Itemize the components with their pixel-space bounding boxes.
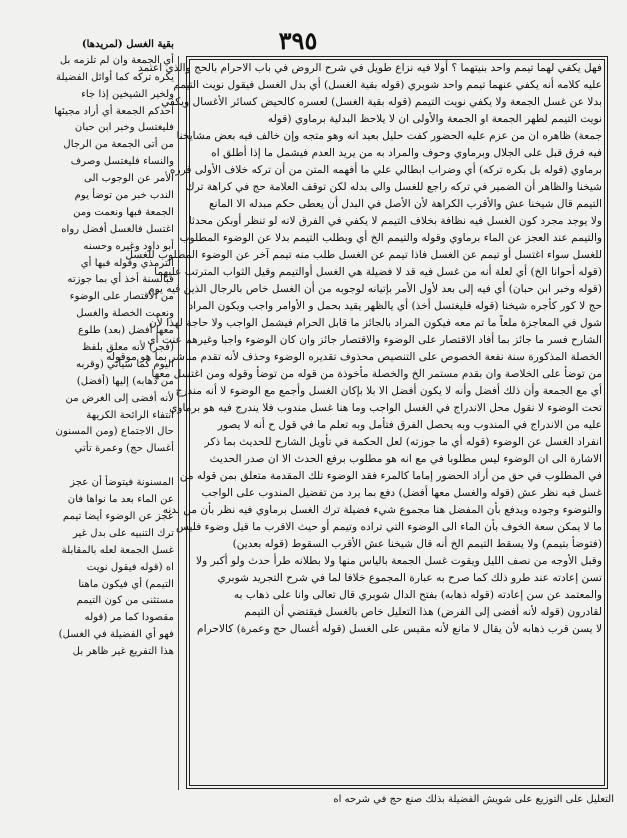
margin-text-line: أبو داود وغيره وحسنه	[83, 240, 174, 252]
main-text-line: والتيمم عند العجز عن الماء برماوي وقوله والتيمم الخ أي وبطلب التيمم بدلا عن الوضوء المطلوب	[179, 232, 602, 244]
main-text-line: بدلا عن غسل الجمعة ولا يكفي نويت التيمم (قوله بقية الغسل) لعسره كالحيض كسائر الأغسال ويكفي	[161, 96, 602, 108]
main-text-line: برماوي (قوله بل بكره تركه) أي وضراب ابطالي علي ما أفهمه المتن من أن تركه خلاف الأولى قرره	[169, 164, 602, 176]
margin-text-line: معها أفضل (بعد) طلوع	[77, 325, 174, 337]
main-text-line: من توضأ على الخلاصة وان بقدم مستمر الخ والخصلة مأخوذة من قوله من توضأ وقوله ومن اغتسل معها	[151, 368, 602, 380]
margin-text-line: من ذهابه) إليها (أفضل)	[76, 375, 174, 387]
margin-text-line: ونعمت الخصلة والغسل	[76, 308, 174, 320]
main-text-line: شول في المعاجزة ملعاً ما تم معه فيكون المراد بالجائز ما قابل الحرام فيشمل الواجب ولا حاجة لهذا لأن	[149, 317, 602, 329]
margin-text-line: من أتى الجمعة من الرجال	[63, 139, 174, 151]
main-text-line: لا يسن قرب ذهابه لأن يقال لا مانع لأنه مقيس على الغسل (قوله أغسال حج وعمرة) كالاحرام	[197, 623, 602, 635]
main-text-line: (فتوضأ بتيمم) ولا يسقط التيمم الخ أنه قال شيخنا عش الأقرب السقوط (قوله بعدين)	[232, 538, 602, 550]
margin-text-line: اه (قوله فيقول نويت	[86, 561, 174, 573]
margin-text-line: عجز عن الوضوء أيضا تيمم	[62, 510, 174, 522]
margin-text-line: الأمر عن الوجوب الى	[83, 173, 174, 185]
main-text-line: لقادرون (قوله لأنه أفضى إلى الفرض) هذا التعليل خاص بالغسل فيقتضي أن التيمم	[244, 606, 602, 618]
main-text-line: حج لا كور كأجره شيخنا (قوله فليغتسل أخذ) أي يالظهر يقيد بحمل و الأوامر واجب ويكون المراد	[188, 300, 602, 312]
main-text-line: وقبل الأوجه من نصف الليل ويقوت غسل الجمعة بالياس منها ولا بطلانه طرأ حدث ولو أكبر ولا	[196, 555, 602, 567]
footer-line: التعليل على التوزيع على شويش الفضيلة بذلك صنع حج في شرحه اه	[333, 794, 614, 805]
margin-text-line: ولخير الشيخين إذا جاء	[81, 88, 174, 100]
main-text-line: نويت التيمم لطهر الجمعة او الجمعة والأولى ان لا يلاحظ البدلية برماوي (قوله	[267, 113, 602, 125]
margin-text-line: اليوم كما سيأتي (وقربه	[76, 358, 174, 370]
margin-text-line: لأنه أفضى إلى الغرض من	[65, 392, 174, 404]
main-text-line: في المطلوب في حق من أراد الحضور إماما كالمرء فقد الوضوء تلك المقدمة متعلق بمن قوله من	[179, 470, 602, 482]
margin-text-line: هذا التفريع غير ظاهر بل	[72, 646, 174, 658]
main-text-line: (قوله وخبر ابن حبان) أي فيه إلى بعد لأول الأمر بإتيانه لوجوبه من أن الغسل خاص بالرجال الذين فيه يوم	[148, 283, 602, 295]
margin-text-line: أغسال حج) وعمرة تأتي	[74, 443, 174, 455]
main-text-line: أي مع الجمعة وأن ذلك أفضل وأنه لا يكون أفضل الا بلا بإكان الغسل وأجمع مع الوضوء لا أنه مندرج	[175, 385, 602, 397]
margin-text-line	[6, 458, 174, 475]
main-text-line: الخصلة المذكورة سنة نفعة الخصوص على التنصيص محذوف تقديره الوضوء وحذف لأنه تقدم مباشر بما هو موقوله	[106, 351, 602, 363]
margin-text-line: المسنونة فيتوضأ أن عجز	[70, 477, 174, 489]
main-text-line: فيه فرق قبل على الجلال وبرماوي وحوف والمراد به من يريد العدم فيشمل ما إذا أطلق اه	[211, 147, 602, 159]
main-text-line: التيمم قال شيخنا عش والأقرب الكراهة لأن الأصل في البدل أن يعطى حكم مبدله الا المانع	[209, 198, 602, 210]
margin-text-line: الجمعة فبها ونعمت ومن	[73, 206, 174, 218]
margin-text-line: انتفاء الرائحة الكريهة	[86, 409, 174, 421]
main-text-line: شيخنا والظاهر أن الضمير في تركه راجع للغسل والى بدله لكن توقف العلامة حج في كراهة ترك	[185, 181, 602, 193]
column-divider	[178, 56, 179, 790]
margin-text-line: حال الاجتماع (ومن المسنون	[55, 426, 174, 438]
main-text-line: تحت الوضوء لا نقول محل الاندراج في الغسل الواجب وما هنا غسل مندوب فلا يندرج فيه هو برماوي	[169, 402, 602, 414]
margin-text-line: فهو أي الفضيلة في الغسل)	[58, 629, 174, 641]
margin-body	[6, 53, 174, 661]
margin-text-line: الندب خبر من توضأ يوم	[74, 190, 174, 202]
margin-text-line: فليغتسل وخبر ابن حبان	[74, 122, 174, 134]
main-text-line: للغسل سواء اغتسل أو تيمم عن الغسل فاذا تيمم عن الغسل طلب منه تيمم آخر عن الوضوء المطلوب للغسل	[125, 249, 602, 261]
margin-text-line: غسل الجمعة لعله بالمقابلة	[61, 544, 174, 556]
main-text-line: انفراد الغسل عن الوضوء (قوله أي ما جوزته) لعل الحكمة في تأويل الشارح للحديث بما ذكر	[204, 436, 602, 448]
main-text-line: والتوضوء وجوده ويدفع بأن المفضل هنا مجموع شيء فضيلة ترك الغسل برماوي فيه نظر بأن من بدنه	[162, 504, 602, 516]
margin-text-line: أي الجمعة وان لم تلزمه بل	[59, 54, 174, 66]
margin-text-line: عن الماء بعد ما نواها فان	[67, 494, 174, 506]
margin-text-line: أحدكم الجمعة أي أراد مجيئها	[54, 105, 174, 117]
margin-text-line: من الاقتصار على الوضوء	[69, 291, 174, 303]
margin-text-line: التيمم) أي فيكون ماهنا	[78, 578, 174, 590]
main-text-line: ولا يوجد مجرد كون الغسل فيه نظافة بخلاف التيمم لا يكفي في الفرق لانه لو تنظر أوبكن محدثا	[188, 215, 602, 227]
margin-text-line: الترمذي وقوله فبها أي	[80, 257, 174, 269]
main-text-line: جمعة) ظاهره ان من عزم عليه الحضور كفت حليل بعيد انه وهو متجه وإن خالف فيه بعض مشايخنا	[176, 130, 602, 142]
margin-text-line: والنساء فليغتسل وصرف	[70, 156, 174, 168]
main-text-line: (قوله أحوانا الخ) أي لعلة أنه من غسل فيه قد لا فضيلة هي الغسل أوالتيمم وقيل الثواب المترتب عليهما	[154, 266, 602, 278]
main-text-line: ما لا يمكن سعة الخوف بأن الماء الى الوضوء التي تراده وتيمم أو حيث الاقرب ما قيل وضوء فليس	[176, 521, 602, 533]
main-text-line: تسن إعادته عند طرو ذلك كما صرح به عبارة المجموع خلافا لما في شرح التجريد شوبري	[217, 572, 602, 584]
main-text-line: عليه كلامه أنه يكفي عنهما تيمم واحد شوبري (قوله بقية الغسل) أي بدل الغسل فيقول نويت التيمم	[173, 79, 602, 91]
margin-text-line: فبالسنة أخذ أي بما جوزته	[67, 274, 174, 286]
margin-text-line: ترك التنبيه على بدل غير	[72, 527, 174, 539]
margin-heading: بقية الغسل (لمريدها)	[81, 38, 174, 50]
main-text-line: والمعتمد عن سن إعادته (قوله ذهابه) بفتح الدال شوبري قال تعالى وانا على ذهاب به	[233, 589, 602, 601]
main-text-line: عليه من الاندراج في المندوب وبه يحصل الفرق فتأمل وبه تعلم ما في قول ح أنه لا يصور	[217, 419, 602, 431]
margin-text-line: (فجر) لأنه معلق بلفظ	[81, 342, 174, 354]
main-text-line: فهل يكفي لهما تيمم واحد بنيتهما ؟ أولا فيه نزاع طويل في شرح الروض في باب الاحرام بالحج والذي اعتمد	[138, 62, 602, 74]
page-number: ٣٩٥	[278, 26, 318, 55]
margin-text-line: اغتسل فالغسل أفضل رواه	[61, 223, 174, 235]
main-text-line: الشارح فسر ما جائز بما أفاد الاقتصار على الوضوء والاقتصار جائز وان كان الوضوء واجبا وغيرهم عنت أي	[147, 334, 602, 346]
margin-text-line: يكره تركه كما أوائل الفضيلة	[56, 71, 174, 83]
margin-text-line: مقصودا كما مر (قوله	[84, 612, 174, 624]
margin-text-line: مستثنى من كون التيمم	[76, 595, 174, 607]
main-text-line: غسل فيه نظر عش (قوله والغسل معها أفضل) دفع بما يرد من تفضيل المندوب على الواجب	[201, 487, 602, 499]
margin-text	[6, 36, 174, 796]
main-text-line: الاشارة الى ان الوضوء ليس مطلوبا في مع انه هو مطلوب برفع الحدث الا ان صدر الحديث	[209, 453, 602, 465]
